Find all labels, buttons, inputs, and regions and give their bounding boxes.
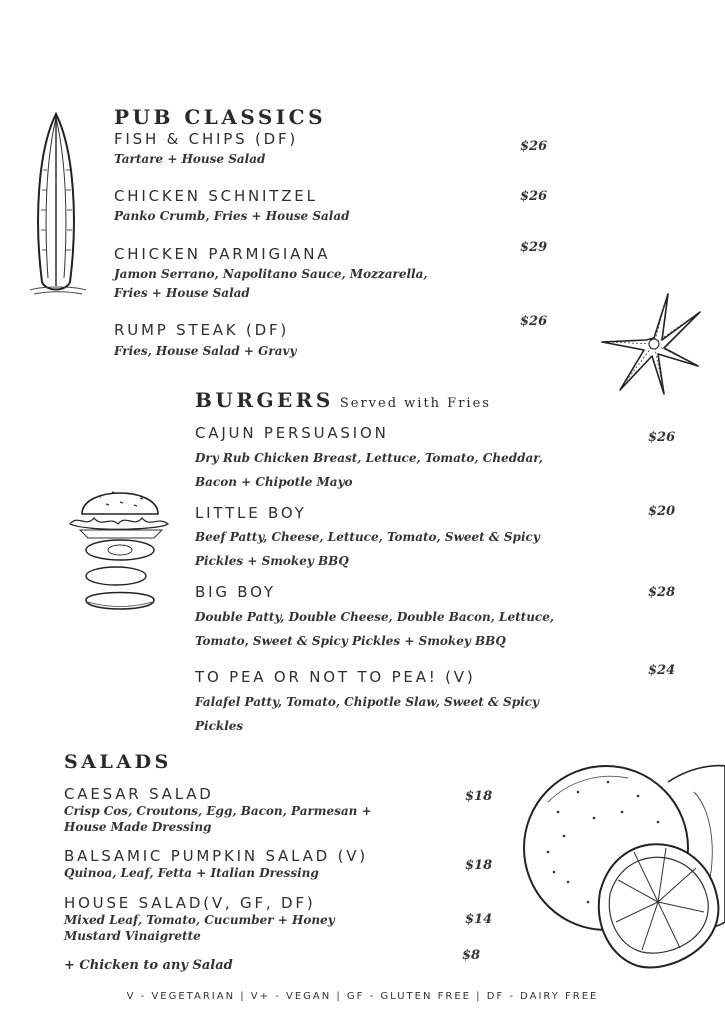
menu-item-desc: Mixed Leaf, Tomato, Cucumber + Honey Mustard Vinaigrette (64, 913, 335, 943)
burgers-title-text: BURGERS (195, 388, 334, 412)
menu-item-desc: Dry Rub Chicken Breast, Lettuce, Tomato, Cheddar, Bacon + Chipotle Mayo (195, 451, 543, 489)
burgers-subtitle: Served with Fries (339, 396, 491, 411)
menu-item-name: LITTLE BOY (195, 504, 307, 522)
menu-item-name: BALSAMIC PUMPKIN SALAD (V) (64, 847, 368, 865)
dietary-legend: V - VEGETARIAN | V+ - VEGAN | GF - GLUTEN FREE | DF - DAIRY FREE (126, 991, 599, 1002)
menu-item-desc: Quinoa, Leaf, Fetta + Italian Dressing (64, 866, 319, 880)
salad-addon-price: $8 (462, 948, 481, 963)
menu-item-name: BIG BOY (195, 583, 276, 601)
menu-item-price: $26 (648, 430, 676, 445)
menu-item-desc: Tartare + House Salad (114, 152, 266, 166)
menu-item-price: $20 (648, 504, 676, 519)
menu-item-name: RUMP STEAK (DF) (114, 321, 290, 339)
menu-item-desc: Crisp Cos, Croutons, Egg, Bacon, Parmesan + House Made Dressing (64, 804, 372, 834)
menu-item-price: $24 (648, 663, 676, 678)
menu-item-name: FISH & CHIPS (DF) (114, 130, 299, 148)
menu-item-name: CAJUN PERSUASION (195, 424, 389, 442)
pub-classics-title: PUB CLASSICS (114, 105, 327, 129)
burger-icon (68, 478, 180, 620)
menu-item-desc: Panko Crumb, Fries + House Salad (114, 209, 350, 223)
menu-item-name: TO PEA OR NOT TO PEA! (V) (195, 668, 476, 686)
menu-item-name: CHICKEN PARMIGIANA (114, 245, 331, 263)
burgers-title (195, 388, 491, 412)
menu-item-price: $26 (520, 314, 548, 329)
menu-item-price: $26 (520, 189, 548, 204)
menu-item-desc: Fries, House Salad + Gravy (114, 344, 297, 358)
salad-addon-text: + Chicken to any Salad (64, 958, 233, 973)
menu-item-price: $28 (648, 585, 676, 600)
orange-icon (518, 752, 725, 976)
menu-item-desc: Jamon Serrano, Napolitano Sauce, Mozzarella, Fries + House Salad (114, 267, 428, 300)
salads-title: SALADS (64, 751, 172, 773)
menu-item-desc: Beef Patty, Cheese, Lettuce, Tomato, Sweet & Spicy Pickles + Smokey BBQ (195, 530, 540, 568)
menu-item-price: $29 (520, 240, 548, 255)
starfish-icon (600, 288, 704, 396)
surfboard-icon (28, 110, 88, 300)
menu-item-desc: Falafel Patty, Tomato, Chipotle Slaw, Sweet & Spicy Pickles (195, 695, 539, 733)
menu-item-name: CAESAR SALAD (64, 785, 214, 803)
menu-item-price: $18 (465, 789, 493, 804)
menu-item-price: $18 (465, 858, 493, 873)
menu-item-desc: Double Patty, Double Cheese, Double Bacon, Lettuce, Tomato, Sweet & Spicy Pickles + Smokey BBQ (195, 610, 555, 648)
menu-item-price: $26 (520, 139, 548, 154)
menu-item-price: $14 (465, 912, 493, 927)
menu-item-name: CHICKEN SCHNITZEL (114, 187, 318, 205)
menu-item-name: HOUSE SALAD(V, GF, DF) (64, 894, 316, 912)
